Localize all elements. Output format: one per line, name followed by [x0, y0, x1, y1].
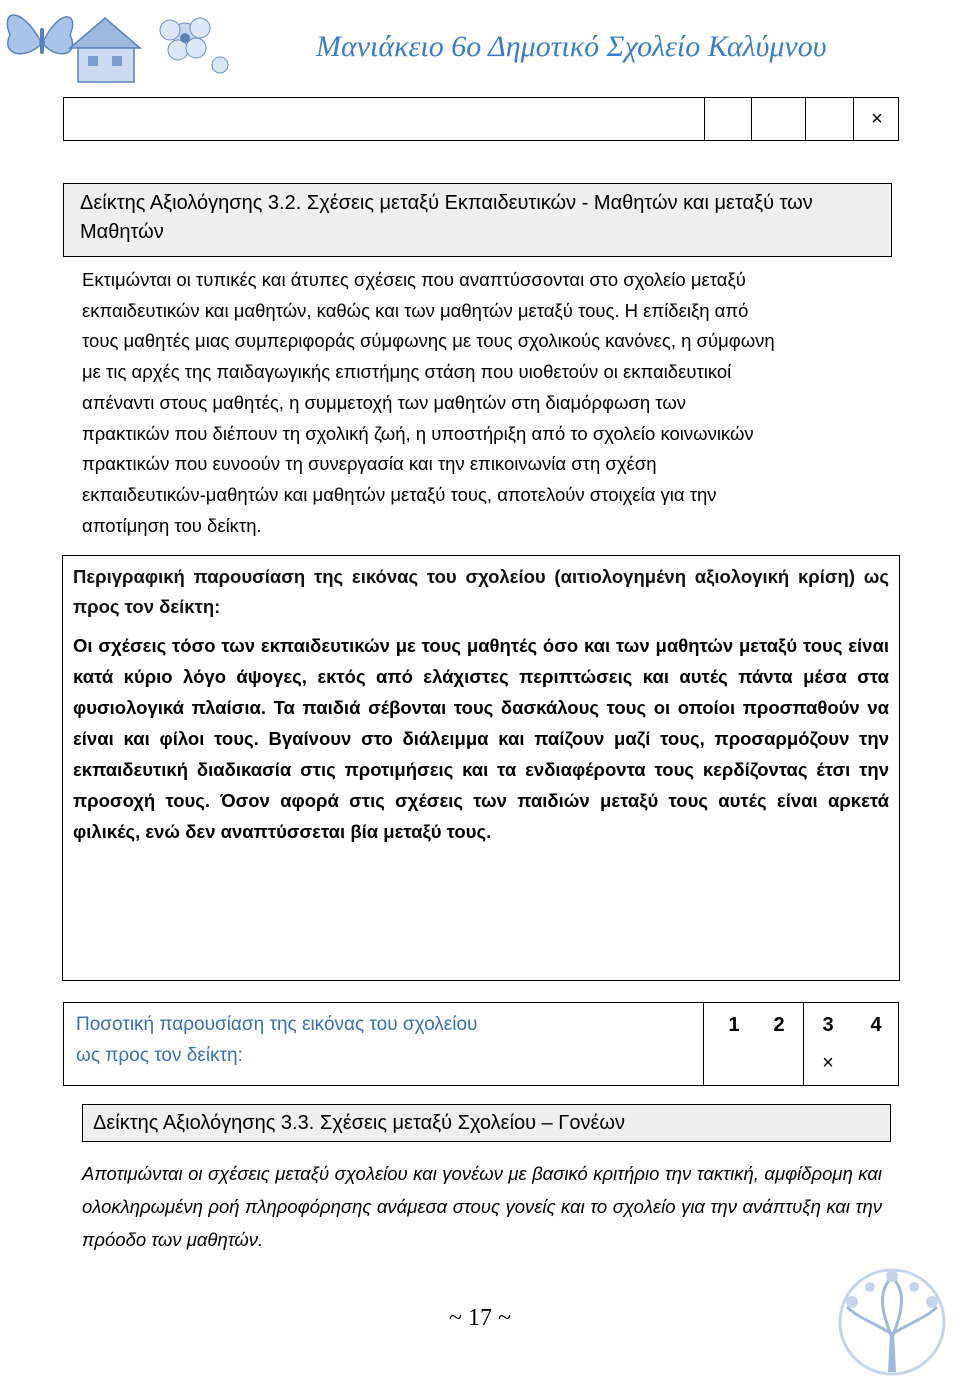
scale-3: 3 — [822, 1014, 834, 1036]
quantitative-presentation-table — [63, 1002, 899, 1086]
score-cell-2 — [751, 98, 806, 140]
indicator-3-3-description: Αποτιμώνται οι σχέσεις μεταξύ σχολείου και γονέων με βασικό κριτήριο την τακτική, αμφίδρομη και ολοκληρωμένη ροή πληροφόρησης ανάμεσα στους γονείς και το σχολείο για την ανάπτυξη και την πρόοδο των μαθητών. — [82, 1163, 882, 1250]
header-logo — [0, 0, 240, 90]
score-cell-4: × — [853, 98, 900, 140]
text-line: Εκτιμώνται οι τυπικές και άτυπες σχέσεις που αναπτύσσονται στο σχολείο μεταξύ — [82, 269, 746, 290]
text-line: εκπαιδευτικών και μαθητών, καθώς και των μαθητών μεταξύ τους. Η επίδειξη από — [82, 299, 749, 321]
text-line: εκπαιδευτικών-μαθητών και μαθητών μεταξύ τους, αποτελούν στοιχεία για την — [82, 483, 717, 505]
descriptive-heading: Περιγραφική παρουσίαση της εικόνας του σχολείου (αιτιολογημένη αξιολογική κρίση) ως προς τον δείκτη: — [73, 566, 889, 617]
text-line: πρακτικών που ευνοούν τη συνεργασία και την επικοινωνία στη σχέση — [82, 453, 657, 475]
scale-4: 4 — [870, 1014, 882, 1036]
text-line: τους μαθητές μιας συμπεριφοράς σύμφωνης με τους σχολικούς κανόνες, η σύμφωνη — [82, 330, 775, 352]
quantitative-label-line: Ποσοτική παρουσίαση της εικόνας του σχολείου — [76, 1014, 478, 1035]
quantitative-label — [76, 1009, 696, 1071]
text-line: αποτίμηση του δείκτη. — [82, 514, 262, 536]
flower-icon — [160, 18, 228, 73]
page-number: ~ 17 ~ — [449, 1305, 511, 1331]
house-icon — [70, 18, 140, 82]
selected-mark: × — [822, 1052, 834, 1074]
school-title: Μανιάκειο 6ο Δημοτικό Σχολείο Καλύμνου — [316, 30, 827, 63]
text-line: πρακτικών που διέπουν τη σχολική ζωή, η υποστήριξη από το σχολείο κοινωνικών — [82, 422, 754, 444]
indicator-3-2-title: Δείκτης Αξιολόγησης 3.2. Σχέσεις μεταξύ Εκπαιδευτικών - Μαθητών και μεταξύ των Μαθητών — [63, 183, 892, 257]
descriptive-presentation-box — [62, 555, 900, 981]
scale-2: 2 — [773, 1014, 785, 1036]
scale-1: 1 — [728, 1014, 740, 1036]
score-cell-1 — [704, 98, 752, 140]
tree-icon — [822, 1262, 960, 1379]
table-divider — [703, 1003, 704, 1085]
butterfly-icon — [7, 15, 72, 54]
top-score-table — [63, 97, 899, 141]
quantitative-label-line: ως προς τον δείκτη: — [76, 1045, 243, 1066]
text-line: απέναντι στους μαθητές, η συμμετοχή των μαθητών στη διαμόρφωση των — [82, 391, 687, 413]
table-divider — [803, 1003, 804, 1085]
indicator-3-3-title: Δείκτης Αξιολόγησης 3.3. Σχέσεις μεταξύ Σχολείου – Γονέων — [82, 1104, 891, 1142]
score-cell-3 — [805, 98, 854, 140]
text-line: με τις αρχές της παιδαγωγικής επιστήμης στάση που υιοθετούν οι εκπαιδευτικοί — [82, 361, 732, 383]
descriptive-body: Οι σχέσεις τόσο των εκπαιδευτικών με τους μαθητές όσο και των μαθητών μεταξύ τους είναι κατά κύριο λόγο άψογες, εκτός από ελάχιστες περιπτώσεις και αυτές πάντα μέσα στα φυσιολογικά πλαίσια. Τα παιδιά σέβονται τους δασκάλους τους οι οποίοι προσπαθούν να είναι και φίλοι τους. Βγαίνουν στο διάλειμμα και παίζουν μαζί τους, προσαρμόζουν την εκπαιδευτική διαδικασία στις προτιμήσεις και τα ενδιαφέροντα τους κερδίζοντας έτσι την προσοχή τους. Όσον αφορά στις σχέσεις των παιδιών μεταξύ τους αυτές είναι αρκετά φιλικές, ενώ δεν αναπτύσσεται βία μεταξύ τους. — [73, 635, 889, 842]
indicator-3-2-description — [82, 265, 882, 541]
